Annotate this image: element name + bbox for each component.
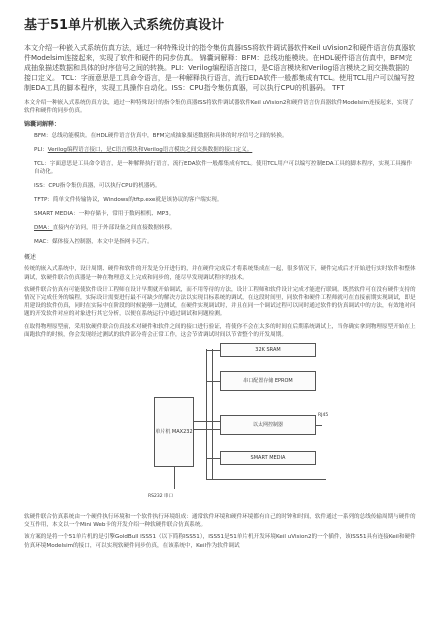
serial-line [174,467,175,489]
body-paragraph: 软硬件联合仿真有可能使软件设计工程师在设计早期就开始调试，而不用等待的方法，设计工程师和软件设计完成才能进行联调。既然软件可在没有硬件支持的情况下完成任务的编程，实际设计需要进行最不可缺少的解决方法以实现目标系统的调试，在这段时间里，同软件和硬件工程师就可在直接前期实现调试，即是用建设的软件仿真，同时在实际中在阶段的时候能够一边测试，在硬件实现调试时，并且在同一个调试过程可以同时通过软件的仿真调试中的方法，有效地对问题的开发软件对应的对象进行其它分析，以便在系统运行中通过调试和问题检测。 [24,286,416,318]
bus-connector [194,429,220,430]
glossary-heading: 锦囊词解释： [24,121,61,129]
glossary-item: TCL：字面意思是工具命令语言，是一种解释执行语言，流行EDA软件一般都集成有TCL。使用TCL用户可以编写控制EDA工具的脚本程序，实现工具操作自动化。 [34,161,412,176]
page-title: 基于51单片机嵌入式系统仿真设计 [24,18,225,33]
rs232-label: RS232 串口 [148,494,174,500]
section-heading: 概述 [24,254,37,262]
rj45-label: RJ45 [318,413,329,419]
glossary-item: BFM：总线功能模块。在HDL硬件语言仿真中，BFM完成抽象描述数据和具体的时序信号之间的转换。 [34,133,288,140]
smart-media-block: SMART MEDIA [220,451,316,465]
body-paragraph: 传统的嵌入式系统中，设计周期、硬件和软件的开发是分开进行的，并在硬件完成后才将系统集成在一起，很多情况下，硬件完成后才开始进行实时软件和整体调试，软硬件联合仿真器是一种在物理意义上完成和同步的，能尽早发现调试程序的技术。 [24,266,416,281]
eeprom-block: 串口配置存储 EPROM [220,371,316,391]
bus-line [212,349,213,479]
body-paragraph: 在取得物理原型前，采用软硬件联合仿真技术对硬件和软件之间的接口进行验证，将使你不会在太多的时间在后期系统调试上，当你确实拿到物理原型开始在上面跑软件的时候，你会发现经过测试的软件部分将会正常工作，这会节省调试时间以节省整个的开发周期。 [24,323,416,338]
glossary-item: DMA：直接内存访问，用于外部设备之间直接数据转移。 [34,225,176,232]
intro-paragraph: 本文介绍一种嵌入式系统仿真方法，通过一种特殊设计的指令集仿真器ISS将软件调试器软件Keil uVision2和硬件语言仿真器软件Modelsim连接起来，实现了软件和硬件的同步仿真。 [24,100,414,115]
glossary-item: PLI：Verilog编程语言接口，是C语言模块和Verilog语言模块之间交换数据的接口定义。 [34,147,253,154]
block-diagram [128,343,328,509]
abstract: 本文介绍一种嵌入式系统仿真方法，通过一种特殊设计的指令集仿真器ISS将软件调试器软件Keil uVision2和硬件语言仿真器软件Modelsim连接起来，实现了软件和硬件的同步仿真。 锦囊词解释：BFM：总线功能模块。在HDL硬件语言仿真中，BFM完成抽象描述数据和具体的时序信号之间的转换。PLI：Verilog编程语言接口，是C语言模块和Verilog语言模块之间交换数据的接口定义。 TCL：字面意思是工具命令语言，是一种解释执行语言，流行EDA软件一般都集成有TCL。使用TCL用户可以编写控制EDA工具的脚本程序，实现工具操作自动化。ISS：CPU指令集仿真器，可以执行CPU的机器码。 TFT [24,44,416,92]
bus-line [206,349,207,479]
glossary-item: MAC：媒体接入控制器，本文中是指网卡芯片。 [34,239,153,246]
glossary-list [24,132,416,246]
bus-connector [206,350,220,351]
body-paragraph: 软硬件联合仿真系统由一个硬件执行环境和一个软件执行环境组成：通常软件环境和硬件环境都有自己的时钟和时间，软件通过一系列的总线传输周期与硬件的交互作用，本文以一个Mini Web卡的开发介绍一种软硬件联合仿真系统。 [24,514,416,529]
bus-connector [206,458,220,459]
glossary-item: SMART MEDIA：一种存储卡，常用于数码相机、MP3。 [34,211,175,218]
bus-connector [194,421,220,422]
glossary-item: TFTP：简单文件传输协议，Windows的tftp.exe就是该协议的客户端实现。 [34,197,223,204]
bus-connector [206,381,220,382]
bus-connector [206,479,326,480]
body-paragraph: 该方案的是将一个51单片机的是引擎GoldBull ISS51（以下简称ISS51），ISS51是51单片机开发环境Keil uVision2的一个插件，该ISS51具有连接Keil和硬件仿真环境Modelsim的接口，可以实现软硬件同步仿真，在该系统中，Keil作为软件调试 [24,534,416,549]
ethernet-block: 以太网控制器 [220,415,316,435]
rj45-connector [316,425,322,426]
sram-block: 32K SRAM [220,343,316,357]
glossary-item: ISS：CPU指令集仿真器，可以执行CPU的机器码。 [34,183,161,190]
mcu-block: 单片机 MAX232 [154,397,194,467]
